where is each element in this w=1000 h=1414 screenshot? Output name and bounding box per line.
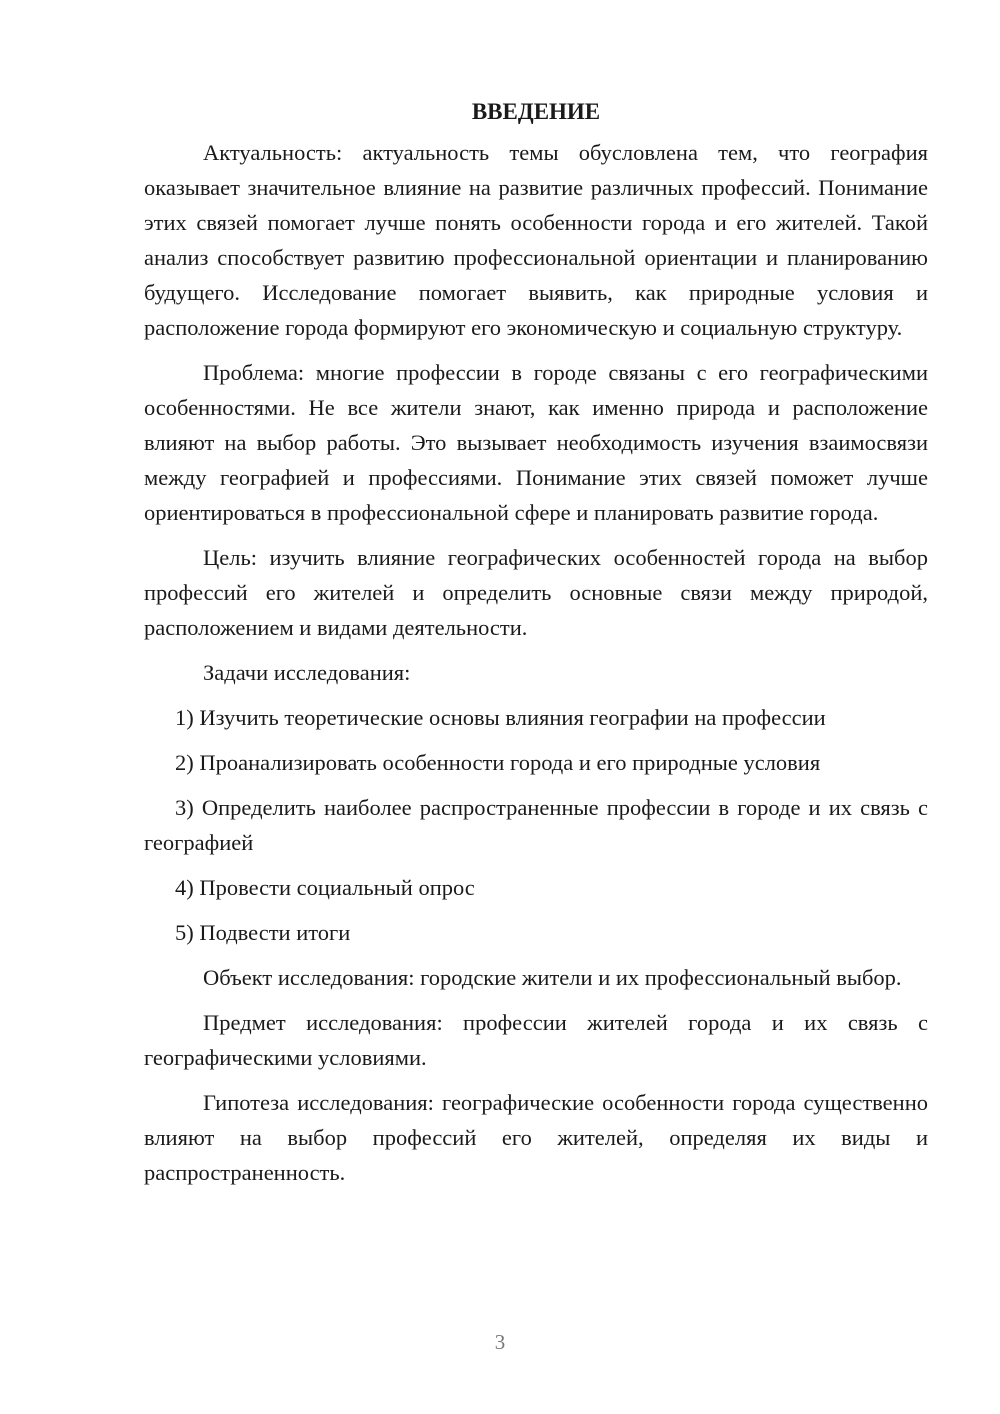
page-title: ВВЕДЕНИЕ: [471, 99, 601, 124]
list-item: 2) Проанализировать особенности города и его природные условия: [175, 750, 821, 775]
tasks-heading: Задачи исследования:: [203, 660, 411, 685]
object-paragraph: Объект исследования: городские жители и их профессиональный выбор.: [203, 965, 902, 990]
subject-paragraph: Предмет исследования: профессии жителей города и их связь с географическими условиями.: [144, 1010, 928, 1070]
list-item: 1) Изучить теоретические основы влияния географии на профессии: [175, 705, 826, 730]
tasks-list: [144, 700, 928, 950]
hypothesis-paragraph: Гипотеза исследования: географические особенности города существенно влияют на выбор профессий его жителей, определяя их виды и распространенность.: [144, 1090, 928, 1185]
document-page: [144, 94, 928, 1200]
relevance-paragraph: Актуальность: актуальность темы обусловлена тем, что география оказывает значительное влияние на развитие различных профессий. Понимание этих связей помогает лучше понять особенности города и его жителей. Такой анализ способствует развитию профессиональной ориентации и планированию будущего. Исследование помогает выявить, как природные условия и расположение города формируют его экономическую и социальную структуру.: [144, 140, 928, 340]
list-item: 3) Определить наиболее распространенные профессии в городе и их связь с географией: [144, 795, 928, 855]
list-item: 5) Подвести итоги: [175, 920, 351, 945]
goal-paragraph: Цель: изучить влияние географических особенностей города на выбор профессий его жителей и определить основные связи между природой, расположением и видами деятельности.: [144, 545, 928, 640]
page-number: 3: [494, 1330, 506, 1354]
problem-paragraph: Проблема: многие профессии в городе связаны с его географическими особенностями. Не все жители знают, как именно природа и расположение влияют на выбор работы. Это вызывает необходимость изучения взаимосвязи между географией и профессиями. Понимание этих связей поможет лучше ориентироваться в профессиональной сфере и планировать развитие города.: [144, 360, 928, 525]
list-item: 4) Провести социальный опрос: [175, 875, 475, 900]
